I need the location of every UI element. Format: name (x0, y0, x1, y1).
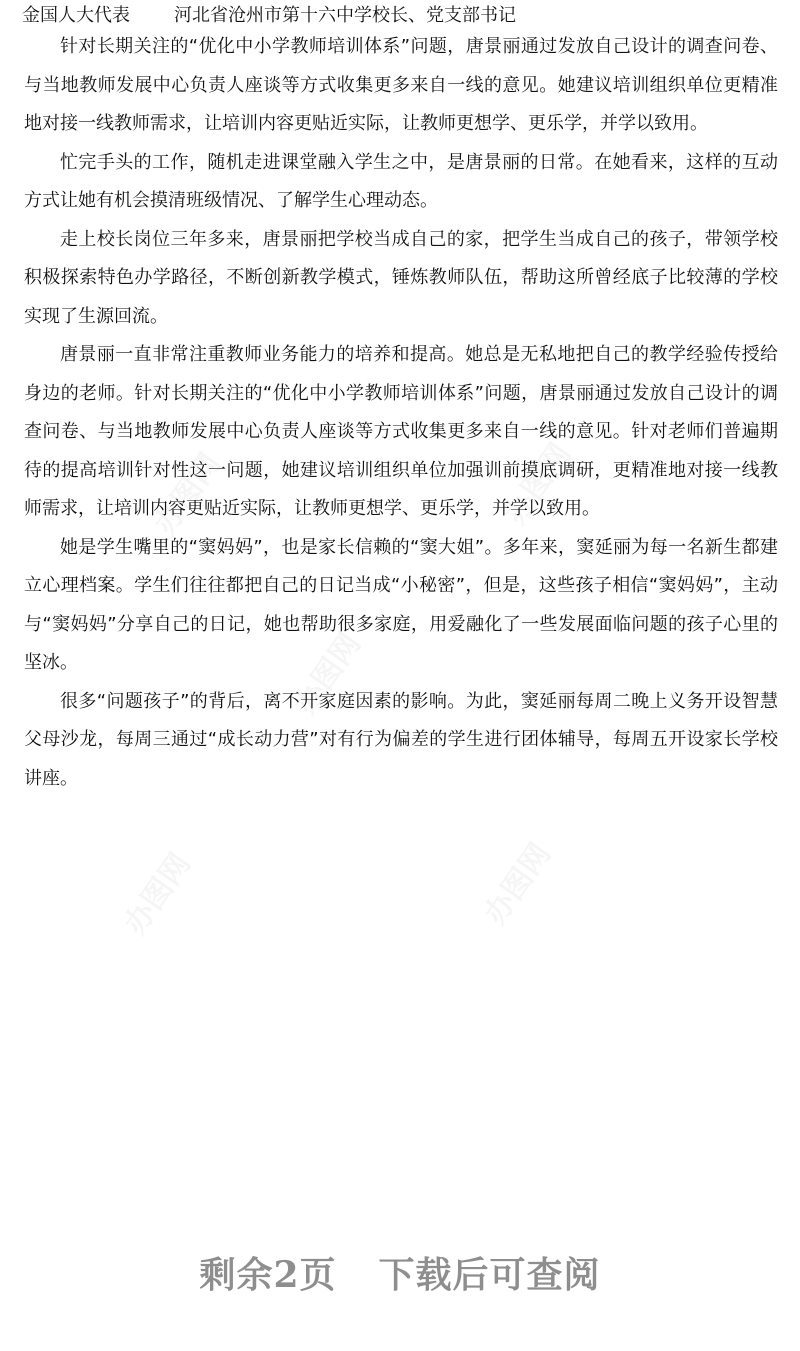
header-title-left: 金国人大代表 (22, 5, 130, 26)
paragraph-1: 针对长期关注的“优化中小学教师培训体系”问题，唐景丽通过发放自己设计的调查问卷、与当地教师发展中心负责人座谈等方式收集更多来自一线的意见。她建议培训组织单位更精准地对接一线教师需求，让培训内容更贴近实际，让教师更想学、更乐学，并学以致用。 (24, 36, 778, 134)
document-body (24, 28, 778, 798)
paragraph-4: 唐景丽一直非常注重教师业务能力的培养和提高。她总是无私地把自己的教学经验传授给身边的老师。针对长期关注的“优化中小学教师培训体系”问题，唐景丽通过发放自己设计的调查问卷、与当地教师发展中心负责人座谈等方式收集更多来自一线的意见。针对老师们普遍期待的提高培训针对性这一问题，她建议培训组织单位加强训前摸底调研，更精准地对接一线教师需求，让培训内容更贴近实际，让教师更想学、更乐学，并学以致用。 (24, 344, 778, 519)
paragraph-2: 忙完手头的工作，随机走进课堂融入学生之中，是唐景丽的日常。在她看来，这样的互动方式让她有机会摸清班级情况、了解学生心理动态。 (24, 151, 778, 211)
watermark: 办图网 (147, 447, 229, 541)
paragraph-3: 走上校长岗位三年多来，唐景丽把学校当成自己的家，把学生当成自己的孩子，带领学校积极探索特色办学路径，不断创新教学模式，锤炼教师队伍，帮助这所曾经底子比较薄的学校实现了生源回流。 (24, 228, 778, 327)
document-header (22, 4, 516, 28)
download-to-view-label: 下载后可查阅 (378, 1254, 601, 1296)
watermark: 办图网 (287, 627, 369, 721)
watermark: 办图网 (117, 847, 199, 941)
paragraph-6: 很多“问题孩子”的背后，离不开家庭因素的影响。为此，窦延丽每周二晚上义务开设智慧父母沙龙，每周三通过“成长动力营”对有行为偏差的学生进行团体辅导，每周五开设家长学校讲座。 (24, 690, 778, 789)
remaining-pages-label: 剩余2页 (199, 1254, 337, 1296)
paragraph-5: 她是学生嘴里的“窦妈妈”，也是家长信赖的“窦大姐”。多年来，窦延丽为每一名新生都建立心理档案。学生们往往都把自己的日记当成“小秘密”，但是，这些孩子相信“窦妈妈”，主动与“窦妈妈”分享自己的日记，她也帮助很多家庭，用爱融化了一些发展面临问题的孩子心里的坚冰。 (24, 536, 778, 673)
watermark: 办图网 (477, 837, 559, 931)
header-title-right: 河北省沧州市第十六中学校长、党支部书记 (174, 5, 516, 26)
watermark: 办图网 (497, 437, 579, 531)
download-prompt[interactable] (0, 1250, 800, 1300)
